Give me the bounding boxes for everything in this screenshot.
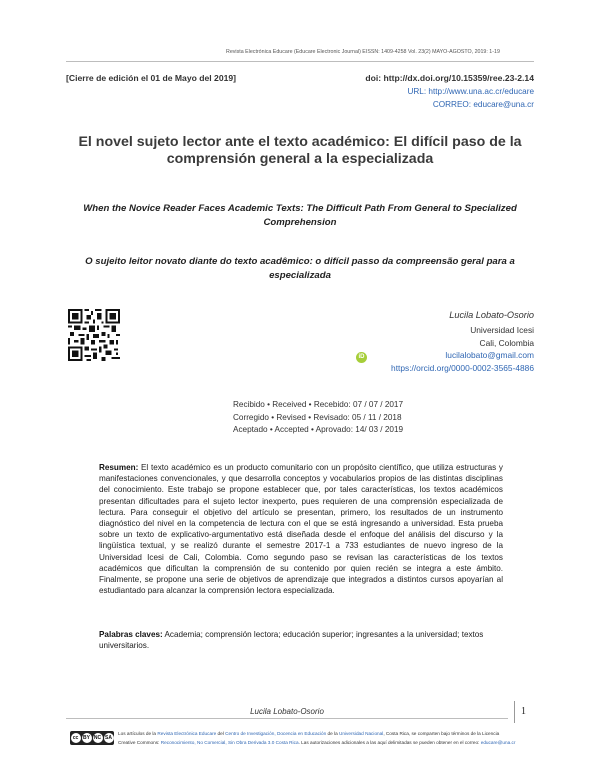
author-name: Lucila Lobato-Osorio [449, 310, 534, 320]
cc-nc-icon: NC [93, 735, 102, 741]
license-line-1 [118, 731, 499, 736]
author-orcid-link[interactable]: https://orcid.org/0000-0002-3565-4886 [391, 363, 534, 373]
license-text: , Costa Rica, se comparten bajo términos de la Licencia [383, 731, 500, 736]
creative-commons-icon[interactable] [70, 731, 114, 745]
research-center-link[interactable]: Centro de Investigación, Docencia en Educación [225, 731, 327, 736]
journal-email-link[interactable]: CORREO: educare@una.cr [432, 100, 534, 109]
license-text: Creative Commons: [118, 740, 161, 745]
footer-divider [66, 718, 508, 719]
doi-link[interactable]: doi: http://dx.doi.org/10.15359/ree.23-2.14 [365, 73, 534, 83]
page-number-divider [514, 701, 515, 723]
abstract-label: Resumen: [99, 463, 139, 472]
author-email-link[interactable]: lucilalobato@gmail.com [445, 350, 534, 360]
date-revised: Corregido • Revised • Revisado: 05 / 11 / 2018 [233, 413, 402, 422]
article-title: El novel sujeto lector ante el texto académico: El difícil paso de la comprensión general a la especializada [78, 134, 522, 167]
orcid-icon: iD [356, 352, 367, 363]
license-text: . Las autorizaciones adicionales a las aquí delimitadas se pueden obtener en el correo: [298, 740, 481, 745]
page-number: 1 [521, 706, 526, 717]
footer-author: Lucila Lobato-Osorio [250, 707, 324, 716]
license-line-2 [118, 740, 515, 745]
journal-url-link[interactable]: URL: http://www.una.ac.cr/educare [407, 87, 534, 96]
abstract-text: El texto académico es un producto comunitario con un propósito científico, que utiliza estructuras y manifestaciones convencionales, y que desarrolla conceptos y vocabularios propios de las distintas disciplinas del conocimiento. Este trabajo se propone establecer que, por tales características, los textos académicos presentan dificultades para el sujeto lector inexperto, pues requieren de una comprensión especializada de lectura. Para conseguir el objetivo del artículo se presentan, primero, los resultados de un instrumento diagnóstico del nivel en la competencia de lectura con el que se está ingresando a universidad. Esta prueba sobre un texto de explicativo-argumentativo está diseñada desde el enfoque del análisis del discurso y la lingüística textual, y se realizó durante el semestre 2017-1 a 733 estudiantes de nuevo ingreso de la Universidad Icesi de Cali, Colombia. Como segundo paso se revisan las características de los textos académicos que dificultan la comprensión de su contenido por quien recién se integra a este ámbito. Finalmente, se propone una serie de objetivos de aprendizaje que integrados a distintos cursos apoyarían al estudiantado para alcanzar la comprensión lectora especializada. [99, 463, 503, 596]
author-city: Cali, Colombia [479, 338, 534, 348]
keywords-text: Academia; comprensión lectora; educación superior; ingresantes a la universidad; textos universitarios. [99, 630, 484, 651]
license-text: del [216, 731, 226, 736]
date-accepted: Aceptado • Accepted • Aprovado: 14/ 03 / 2019 [233, 425, 404, 434]
cc-sa-icon: SA [105, 735, 112, 741]
author-affiliation: Universidad Icesi [470, 325, 534, 335]
university-link[interactable]: Universidad Nacional [339, 731, 384, 736]
abstract [99, 462, 503, 596]
license-email-link[interactable]: educare@una.cr [480, 740, 516, 745]
cc-by-icon: BY [83, 735, 90, 741]
article-title-portuguese: O sujeito leitor novato diante do texto acadêmico: o difícil passo da compreensão geral para a especializada [85, 256, 515, 281]
license-terms-link[interactable]: Reconocimiento, No Comercial, Sin Obra Derivada 3.0 Costa Rica [160, 740, 299, 745]
license-text: de la [326, 731, 340, 736]
cc-icon: cc [71, 733, 81, 743]
license-text: Los artículos de la [118, 731, 158, 736]
closing-edition: [Cierre de edición el 01 de Mayo del 2019] [66, 73, 237, 83]
keywords [99, 629, 503, 651]
header-divider [66, 61, 534, 62]
qr-code-icon [68, 309, 120, 361]
keywords-label: Palabras claves: [99, 630, 163, 639]
journal-line: Revista Electrónica Educare (Educare Electronic Journal) EISSN: 1409-4258 Vol. 23(2) MAYO-AGOSTO, 2019: 1-19 [226, 49, 500, 55]
article-title-english: When the Novice Reader Faces Academic Texts: The Difficult Path From General to Specialized Comprehension [83, 203, 517, 228]
date-received: Recibido • Received • Recebido: 07 / 07 / 2017 [233, 400, 404, 409]
journal-link[interactable]: Revista Electrónica Educare [157, 731, 217, 736]
